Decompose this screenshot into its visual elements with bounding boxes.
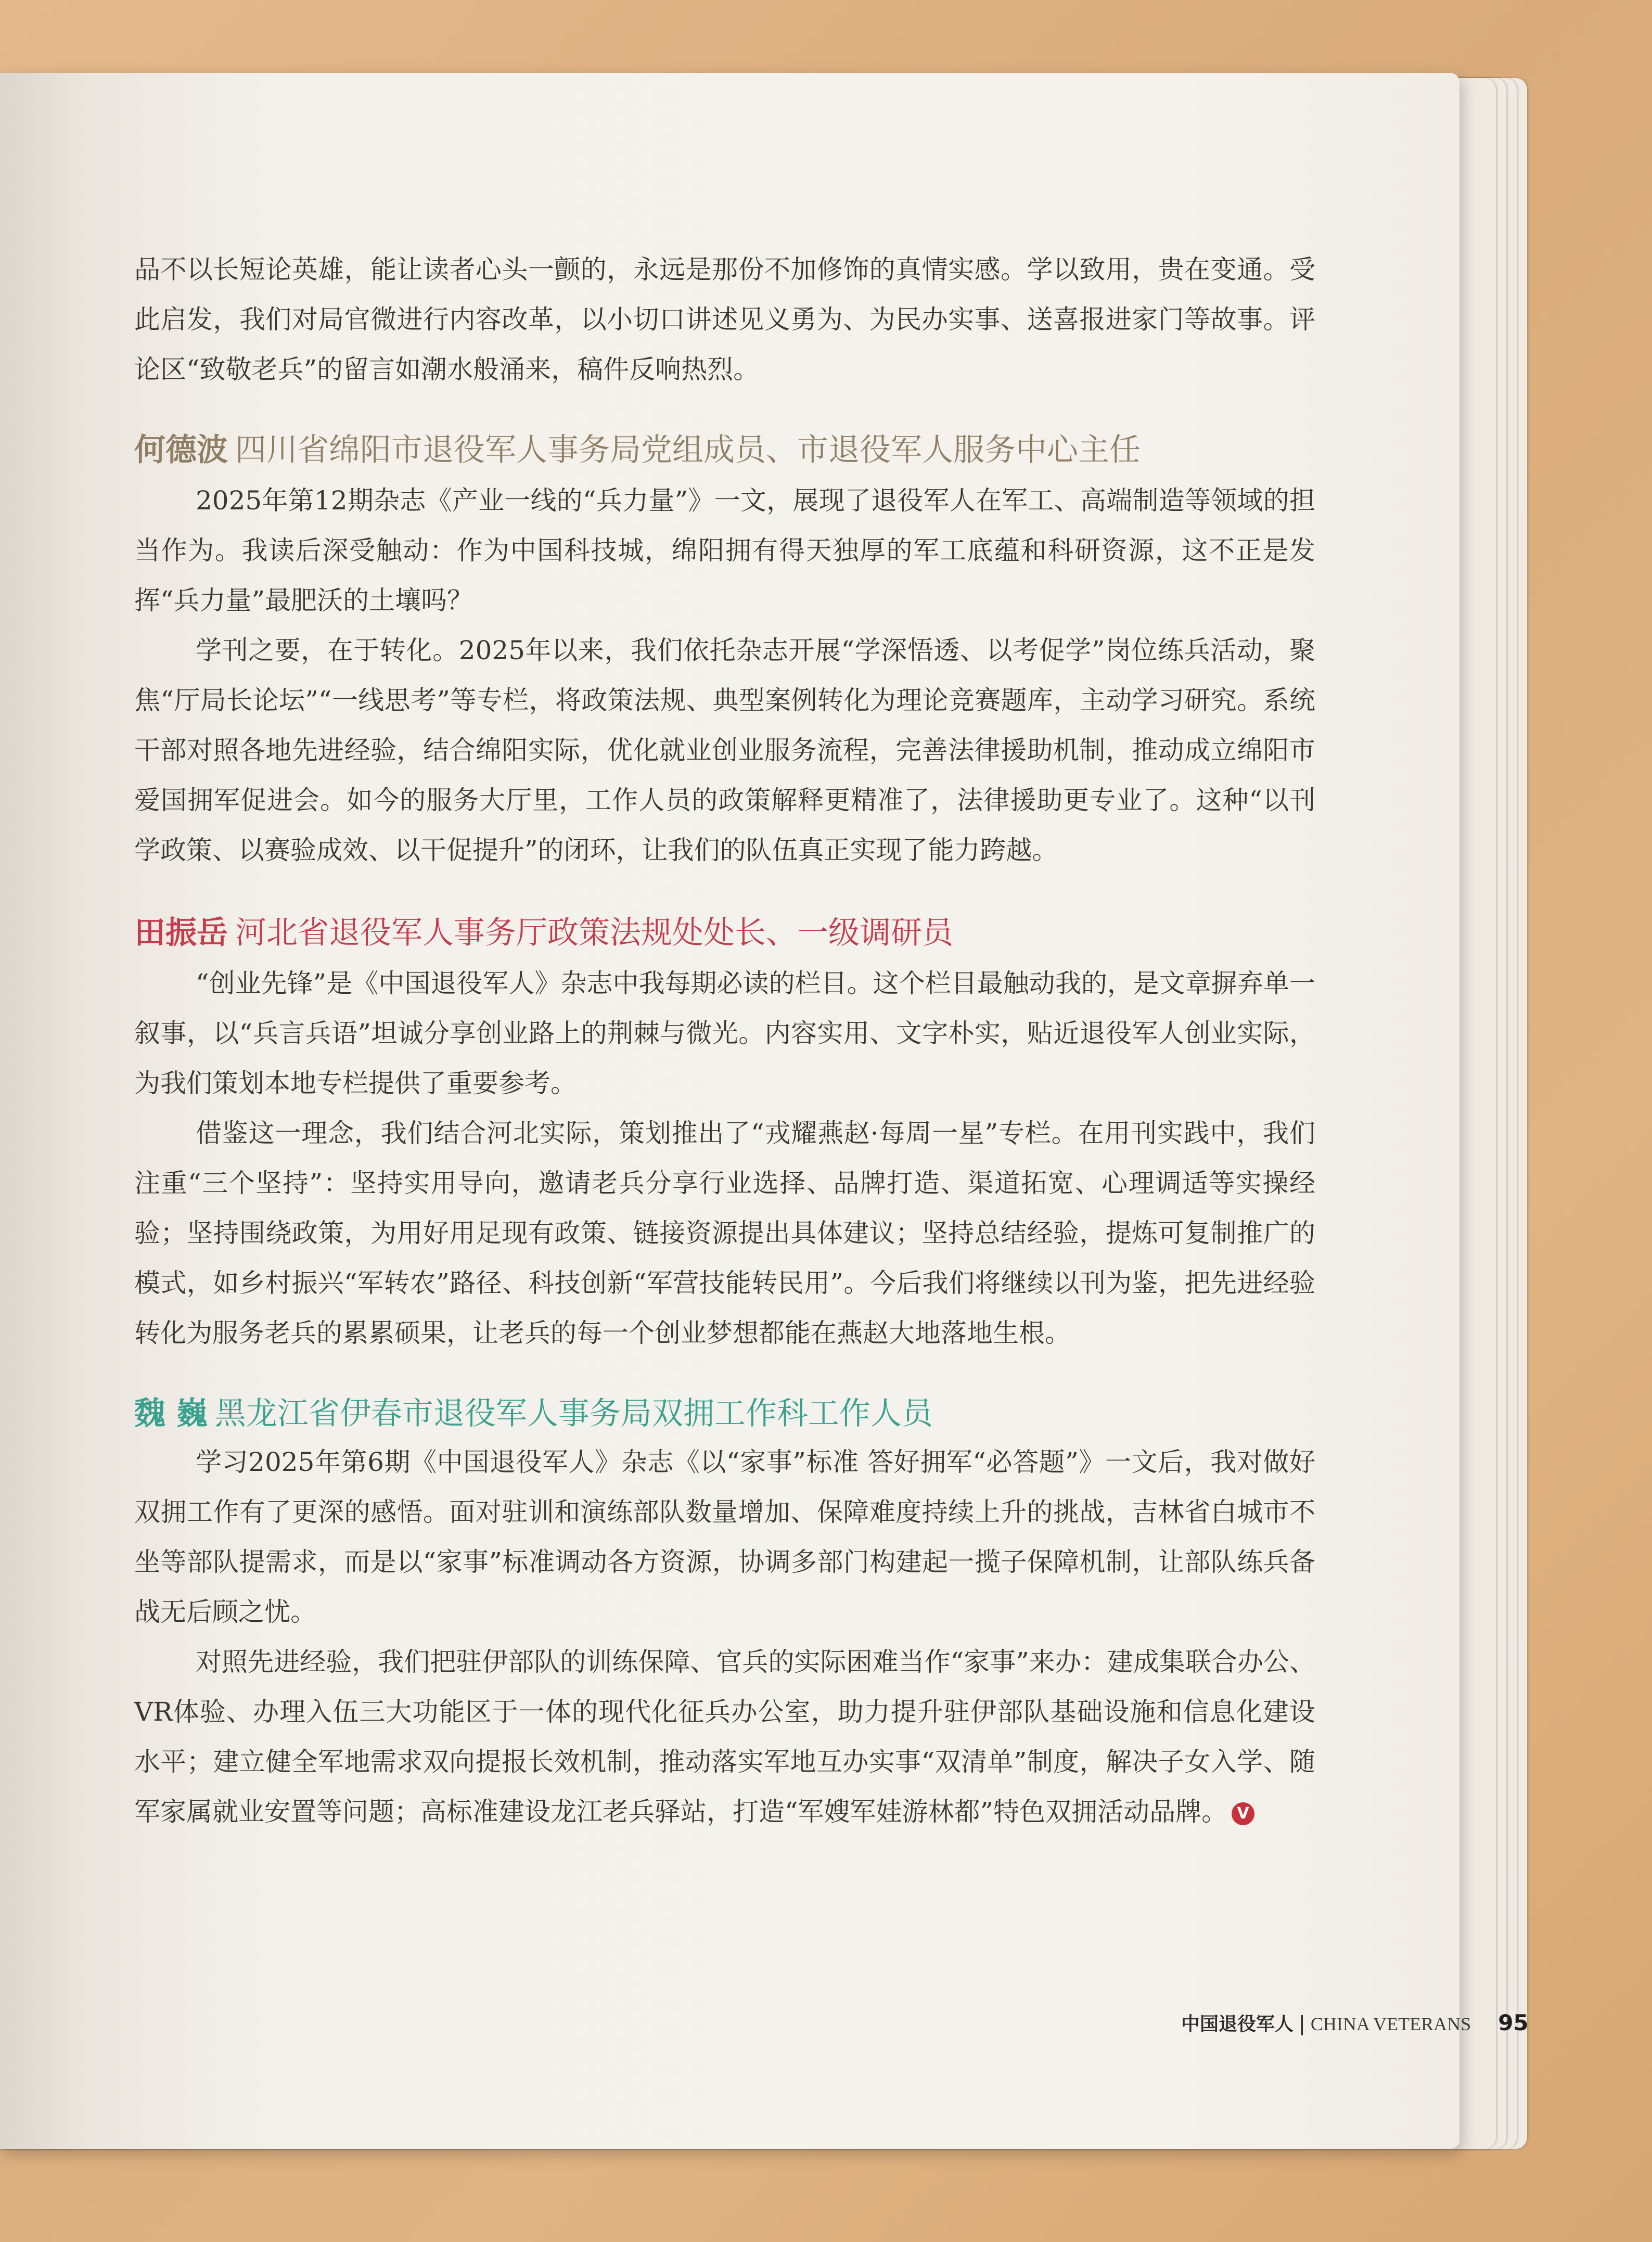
author-title: 黑龙江省伊春市退役军人事务局双拥工作科工作人员: [214, 1395, 933, 1432]
magazine-name-zh: 中国退役军人: [1181, 2014, 1294, 2035]
footer-separator: |: [1299, 2012, 1305, 2035]
section-heading: [134, 1390, 1315, 1437]
paragraph: 2025年第12期杂志《产业一线的“兵力量”》一文，展现了退役军人在军工、高端制造等领域的担当作为。我读后深受触动：作为中国科技城，绵阳拥有得天独厚的军工底蕴和科研资源，这不正是发挥“兵力量”最肥沃的土壤吗？: [134, 485, 1315, 616]
section-heading: [134, 427, 1315, 473]
author-name: 何德波: [134, 432, 228, 468]
page-number: 95: [1498, 2010, 1529, 2035]
section-heading: [134, 909, 1315, 956]
paragraph: 学刊之要，在于转化。2025年以来，我们依托杂志开展“学深悟透、以考促学”岗位练兵活动，聚焦“厅局长论坛”“一线思考”等专栏，将政策法规、典型案例转化为理论竞赛题库，主动学习研究。系统干部对照各地先进经验，结合绵阳实际，优化就业创业服务流程，完善法律援助机制，推动成立绵阳市爱国拥军促进会。如今的服务大厅里，工作人员的政策解释更精准了，法律援助更专业了。这种“以刊学政策、以赛验成效、以干促提升”的闭环，让我们的队伍真正实现了能力跨越。: [134, 635, 1315, 865]
paragraph: 学习2025年第6期《中国退役军人》杂志《以“家事”标准 答好拥军“必答题”》一文后，我对做好双拥工作有了更深的感悟。面对驻训和演练部队数量增加、保障难度持续上升的挑战，吉林省白城市不坐等部队提需求，而是以“家事”标准调动各方资源，协调多部门构建起一揽子保障机制，让部队练兵备战无后顾之忧。: [134, 1447, 1315, 1627]
end-mark-icon: V: [1232, 1802, 1254, 1825]
intro-paragraph: 品不以长短论英雄，能让读者心头一颤的，永远是那份不加修饰的真情实感。学以致用，贵在变通。受此启发，我们对局官微进行内容改革，以小切口讲述见义勇为、为民办实事、送喜报进家门等故事。评论区“致敬老兵”的留言如潮水般涌来，稿件反响热烈。: [134, 254, 1315, 385]
author-title: 四川省绵阳市退役军人事务局党组成员、市退役军人服务中心主任: [235, 432, 1141, 468]
page-footer: [1181, 2009, 1529, 2046]
paragraph: “创业先锋”是《中国退役军人》杂志中我每期必读的栏目。这个栏目最触动我的，是文章摒弃单一叙事，以“兵言兵语”坦诚分享创业路上的荆棘与微光。内容实用、文字朴实，贴近退役军人创业实际，为我们策划本地专栏提供了重要参考。: [134, 968, 1315, 1098]
paragraph: [134, 1637, 1315, 1837]
author-title: 河北省退役军人事务厅政策法规处处长、一级调研员: [235, 915, 953, 951]
paragraph: 借鉴这一理念，我们结合河北实际，策划推出了“戎耀燕赵·每周一星”专栏。在用刊实践中，我们注重“三个坚持”：坚持实用导向，邀请老兵分享行业选择、品牌打造、渠道拓宽、心理调适等实操经验；坚持围绕政策，为用好用足现有政策、链接资源提出具体建议；坚持总结经验，提炼可复制推广的模式，如乡村振兴“军转农”路径、科技创新“军营技能转民用”。今后我们将继续以刊为鉴，把先进经验转化为服务老兵的累累硕果，让老兵的每一个创业梦想都能在燕赵大地落地生根。: [134, 1118, 1315, 1348]
author-name: 魏 巍: [134, 1395, 208, 1432]
paragraph-text: 对照先进经验，我们把驻伊部队的训练保障、官兵的实际困难当作“家事”来办：建成集联合办公、VR体验、办理入伍三大功能区于一体的现代化征兵办公室，助力提升驻伊部队基础设施和信息化建设水平；建立健全军地需求双向提报长效机制，推动落实军地互办实事“双清单”制度，解决子女入学、随军家属就业安置等问题；高标准建设龙江老兵驿站，打造“军嫂军娃游林都”特色双拥活动品牌。: [134, 1647, 1315, 1827]
author-name: 田振岳: [134, 915, 228, 951]
article-body: [134, 245, 1315, 1837]
magazine-name-en: CHINA VETERANS: [1310, 2014, 1471, 2034]
